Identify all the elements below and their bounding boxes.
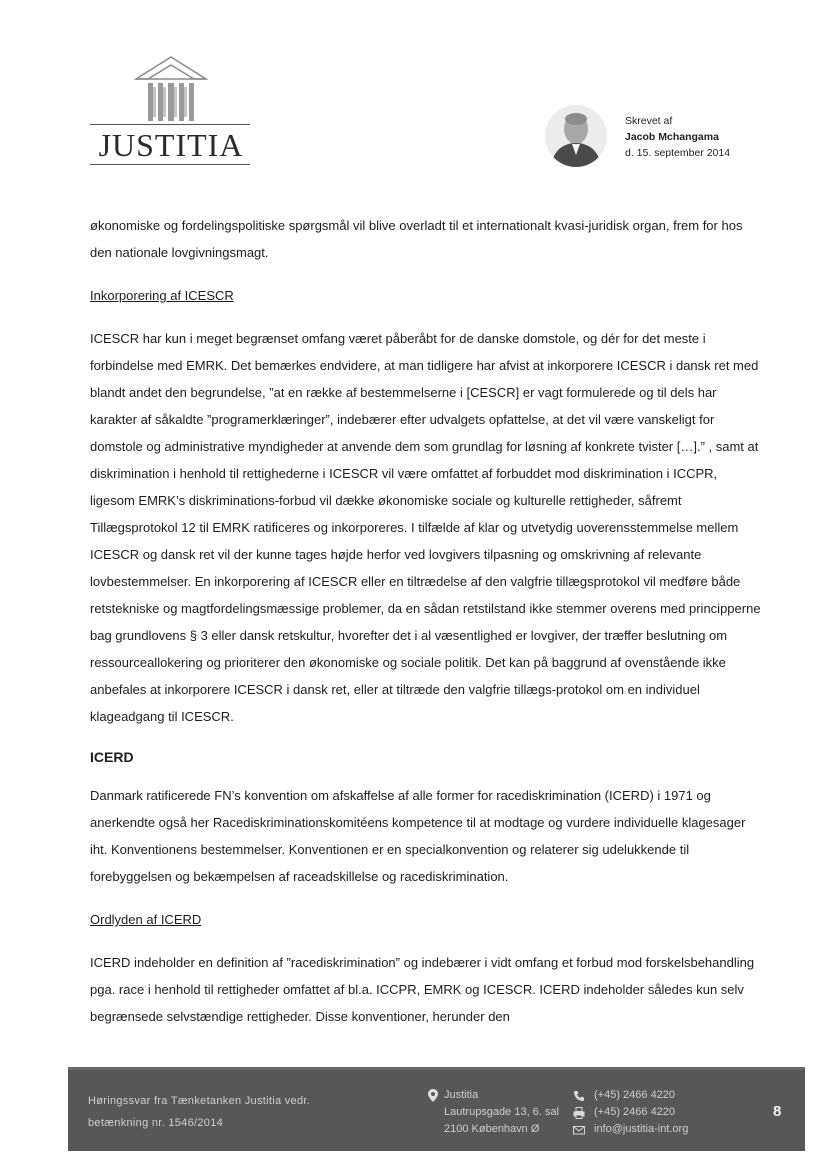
contact-fax [573,1104,688,1121]
address-street: Lautrupsgade 13, 6. sal [444,1106,559,1118]
author-info [625,113,730,161]
subheading-ordlyden: Ordlyden af ICERD [90,912,202,927]
address-name: Justitia [444,1089,479,1101]
fax-number: (+45) 2466 4220 [594,1106,676,1118]
footer-title-line-2: betænkning nr. 1546/2014 [88,1117,224,1129]
author-name: Jacob Mchangama [625,131,719,143]
location-pin-icon [428,1089,438,1102]
logo-rule-top [90,124,250,125]
author-date: d. 15. september 2014 [625,147,731,159]
document-body [90,212,765,1046]
author-label: Skrevet af [625,115,673,127]
page-number: 8 [773,1103,782,1120]
footer-contact [573,1087,688,1138]
paragraph-4: ICERD indeholder en definition af ”racediskrimination” og indebærer i vidt omfang et forbud mod forskelsbehandling pga. race i henhold til rettigheder omfattet af bl.a. ICCPR, EMRK og ICESCR. ICERD indeholder således kun selv begrænsede selvstændige rettigheder. Disse konventioner, herunder den [90,955,755,1024]
paragraph-3: Danmark ratificerede FN’s konvention om afskaffelse af alle former for racediskrimination (ICERD) i 1971 og anerkendte også her Racediskriminationskomitéens kompetence til at modtage og vurdere individuelle klagesager iht. Konventionens bestemmelser. Konventionen er en specialkonvention og relaterer sig udelukkende til forebyggelsen og bekæmpelsen af raceadskillelse og racediskrimination. [90,788,746,884]
email-address: info@justitia-int.org [594,1123,689,1135]
justitia-building-icon [134,55,208,123]
contact-email [573,1121,688,1138]
contact-phone [573,1087,688,1104]
phone-icon [573,1090,585,1102]
email-icon [573,1124,585,1136]
paragraph-2: ICESCR har kun i meget begrænset omfang været påberåbt for de danske domstole, og dér for det meste i forbindelse med EMRK. Det bemærkes endvidere, at man tidligere har afvist at inkorporere ICESCR i dansk ret med blandt andet den begrundelse, ”at en række af bestemmelserne i [CESCR] er vagt formulerede og til dels har karakter af såkaldte ”programerklæringer”, indebærer efter udvalgets opfattelse, at det vil være vanskeligt for domstole og administrative myndigheder at anvende dem som grundlag for løsning af konkrete tvister […].” , samt at diskrimination i henhold til rettighederne i ICESCR vil være omfattet af forbuddet mod diskrimination i ICCPR, ligesom EMRK’s diskriminations-forbud vil dække økonomiske sociale og kulturelle rettigheder, såfremt Tillægsprotokol 12 til EMRK ratificeres og inkorporeres. I tilfælde af klar og utvetydig uoverensstemmelse mellem ICESCR og dansk ret vil der kunne tages højde herfor ved lovgivers tilpasning og omskrivning af relevante lovbestemmelser. En inkorporering af ICESCR eller en tiltrædelse af den valgfrie tillægsprotokol vil medføre både retstekniske og magtfordelingsmæssige problemer, da en sådan retstilstand ikke stemmer overens med principperne bag grundlovens § 3 eller dansk retskultur, hvorefter det i al væsentlighed er lovgiver, der træffer beslutning om ressourceallokering og prioriterer den økonomiske og sociale politik. Det kan på baggrund af ovenstående ikke anbefales at inkorporere ICESCR i dansk ret, eller at tiltræde den valgfrie tillægs-protokol om en individuel klageadgang til ICESCR. [90,331,761,724]
fax-icon [573,1107,585,1119]
subheading-inkorporering: Inkorporering af ICESCR [90,288,234,303]
heading-icerd: ICERD [90,749,134,765]
page-footer [68,1067,805,1151]
author-photo [545,105,607,167]
footer-title [88,1090,310,1134]
footer-title-line-1: Høringssvar fra Tænketanken Justitia vedr. [88,1095,311,1107]
phone-number: (+45) 2466 4220 [594,1089,676,1101]
justitia-logo [90,55,252,175]
logo-wordmark: JUSTITIA [98,127,244,163]
address-city: 2100 København Ø [444,1123,540,1135]
paragraph-1: økonomiske og fordelingspolitiske spørgsmål vil blive overladt til et internationalt kvasi-juridisk organ, frem for hos den nationale lovgivningsmagt. [90,218,743,260]
logo-rule-bottom [90,164,250,165]
